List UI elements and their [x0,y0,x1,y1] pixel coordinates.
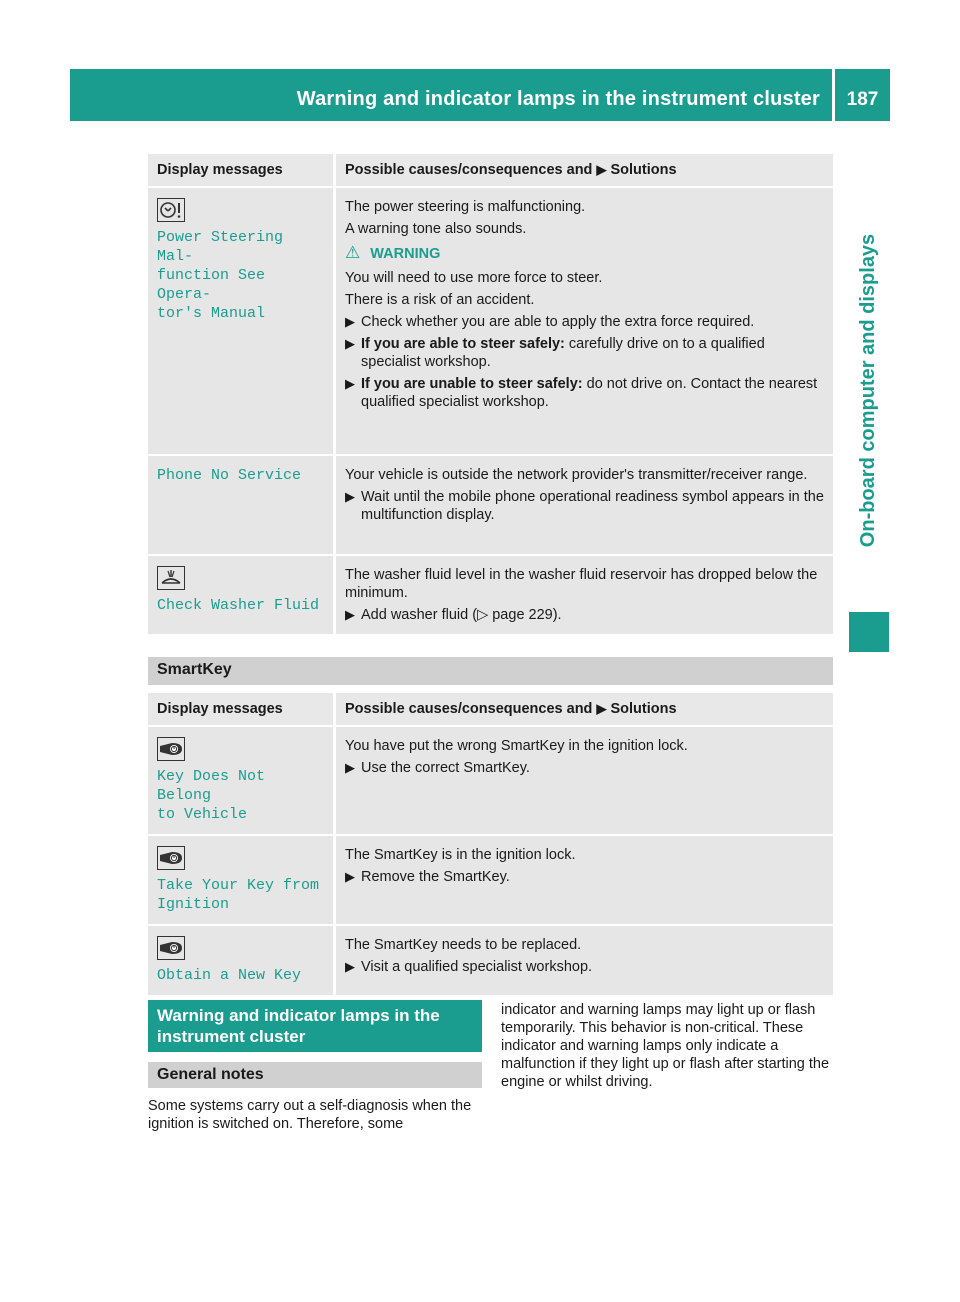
cause-text: There is a risk of an accident. [345,292,535,308]
solution-step [345,958,827,976]
cause-text: The SmartKey is in the ignition lock. [345,847,576,863]
section-body-text: Some systems carry out a self-diagnosis when the ignition is switched on. Therefore, some [148,1098,472,1132]
solution-step [345,375,827,411]
table-row [148,834,833,924]
chapter-marker [849,612,889,652]
message-cell [148,725,336,834]
solution-text: Check whether you are able to apply the extra force required. [361,314,755,330]
section-heading: Warning and indicator lamps in the instrument cluster [148,1000,482,1052]
solution-step [345,868,827,886]
page-header-bar [70,69,832,121]
display-messages-table [148,154,833,634]
table-row [148,554,833,634]
cause-text: A warning tone also sounds. [345,221,527,237]
table-row [148,725,833,834]
message-cell [148,186,336,454]
warning-label-text: WARNING [370,246,441,262]
table-header-row [148,693,833,725]
message-cell [148,834,336,924]
step-arrow-icon: ▶ [345,869,355,884]
col-header-causes [336,693,833,725]
causes-cell [336,924,833,995]
page-ref-icon: ▷ [477,607,489,623]
solution-text: Add washer fluid ( [361,607,478,623]
washer-fluid-icon [157,566,185,590]
warning-label [345,244,827,263]
solution-text: do not drive on. Contact the nearest qualified specialist workshop. [361,376,818,410]
chapter-side-tab [849,180,889,600]
step-arrow-icon: ▶ [345,314,355,329]
message-text: Key Does Not Belong to Vehicle [157,768,266,823]
solution-arrow-icon: ▶ [596,162,607,177]
smartkey-icon [157,846,185,870]
message-text: Check Washer Fluid [157,597,320,614]
solution-text: Remove the SmartKey. [361,869,510,885]
causes-cell [336,834,833,924]
smartkey-heading: SmartKey [148,657,833,685]
col-header-display-messages: Display messages [148,693,336,725]
solution-text: carefully drive on to a qualified specialist workshop. [361,336,765,370]
step-arrow-icon: ▶ [345,959,355,974]
cause-text: The power steering is malfunctioning. [345,199,586,215]
solution-step [345,488,827,524]
smartkey-icon [157,936,185,960]
col-header-display-messages: Display messages [148,154,336,186]
message-cell [148,454,336,554]
page-number-box [835,69,890,121]
step-arrow-icon: ▶ [345,760,355,775]
cause-text: The washer fluid level in the washer fluid reservoir has dropped below the minimum. [345,567,818,601]
smartkey-icon [157,737,185,761]
col-header-solutions-text: Solutions [610,701,677,717]
step-arrow-icon: ▶ [345,376,355,391]
section-right-column: indicator and warning lamps may light up or flash temporarily. This behavior is non-critical. These indicator and warning lamps only indicate a malfunction if they light up or flash after starting the engine or whilst driving. [501,1002,830,1090]
causes-cell [336,186,833,454]
cause-text: The SmartKey needs to be replaced. [345,937,582,953]
message-text: Obtain a New Key [157,967,302,984]
causes-cell [336,725,833,834]
col-header-solutions-text: Solutions [610,162,677,178]
step-arrow-icon: ▶ [345,336,355,351]
solution-step [345,313,827,331]
cause-text: You have put the wrong SmartKey in the ignition lock. [345,738,688,754]
solution-step [345,335,827,371]
col-header-causes-text: Possible causes/consequences and [345,701,593,717]
message-cell [148,924,336,995]
section-left-column [148,1000,482,1133]
cause-text: You will need to use more force to steer. [345,270,603,286]
message-text: Take Your Key from Ignition [157,877,320,913]
table-row [148,186,833,454]
table-row [148,924,833,995]
solution-arrow-icon: ▶ [596,701,607,716]
causes-cell [336,554,833,634]
table-row [148,454,833,554]
solution-text: Visit a qualified specialist workshop. [361,959,593,975]
step-arrow-icon: ▶ [345,489,355,504]
solution-step [345,606,827,624]
solution-condition: If you are unable to steer safely: [361,376,583,392]
solution-text: Use the correct SmartKey. [361,760,530,776]
smartkey-messages-table [148,693,833,995]
page-number: 187 [846,89,879,110]
cause-text: Your vehicle is outside the network provider's transmitter/receiver range. [345,467,808,483]
chapter-side-tab-label: On-board computer and displays [857,233,880,547]
solution-condition: If you are able to steer safely: [361,336,565,352]
page-header-title: Warning and indicator lamps in the instrument cluster [296,88,820,110]
solution-text: Wait until the mobile phone operational readiness symbol appears in the multifunction display. [361,489,824,523]
col-header-causes-text: Possible causes/consequences and [345,162,593,178]
causes-cell [336,454,833,554]
section-subheading: General notes [148,1062,482,1088]
message-text: Phone No Service [157,467,302,484]
page-ref-text[interactable]: page 229). [488,607,562,623]
step-arrow-icon: ▶ [345,607,355,622]
solution-step [345,759,827,777]
table-header-row [148,154,833,186]
message-text: Power Steering Mal- function See Opera- tor's Manual [157,229,284,322]
message-cell [148,554,336,634]
warning-triangle-icon: ⚠ [345,243,361,262]
power-steering-warning-icon [157,198,185,222]
col-header-causes [336,154,833,186]
